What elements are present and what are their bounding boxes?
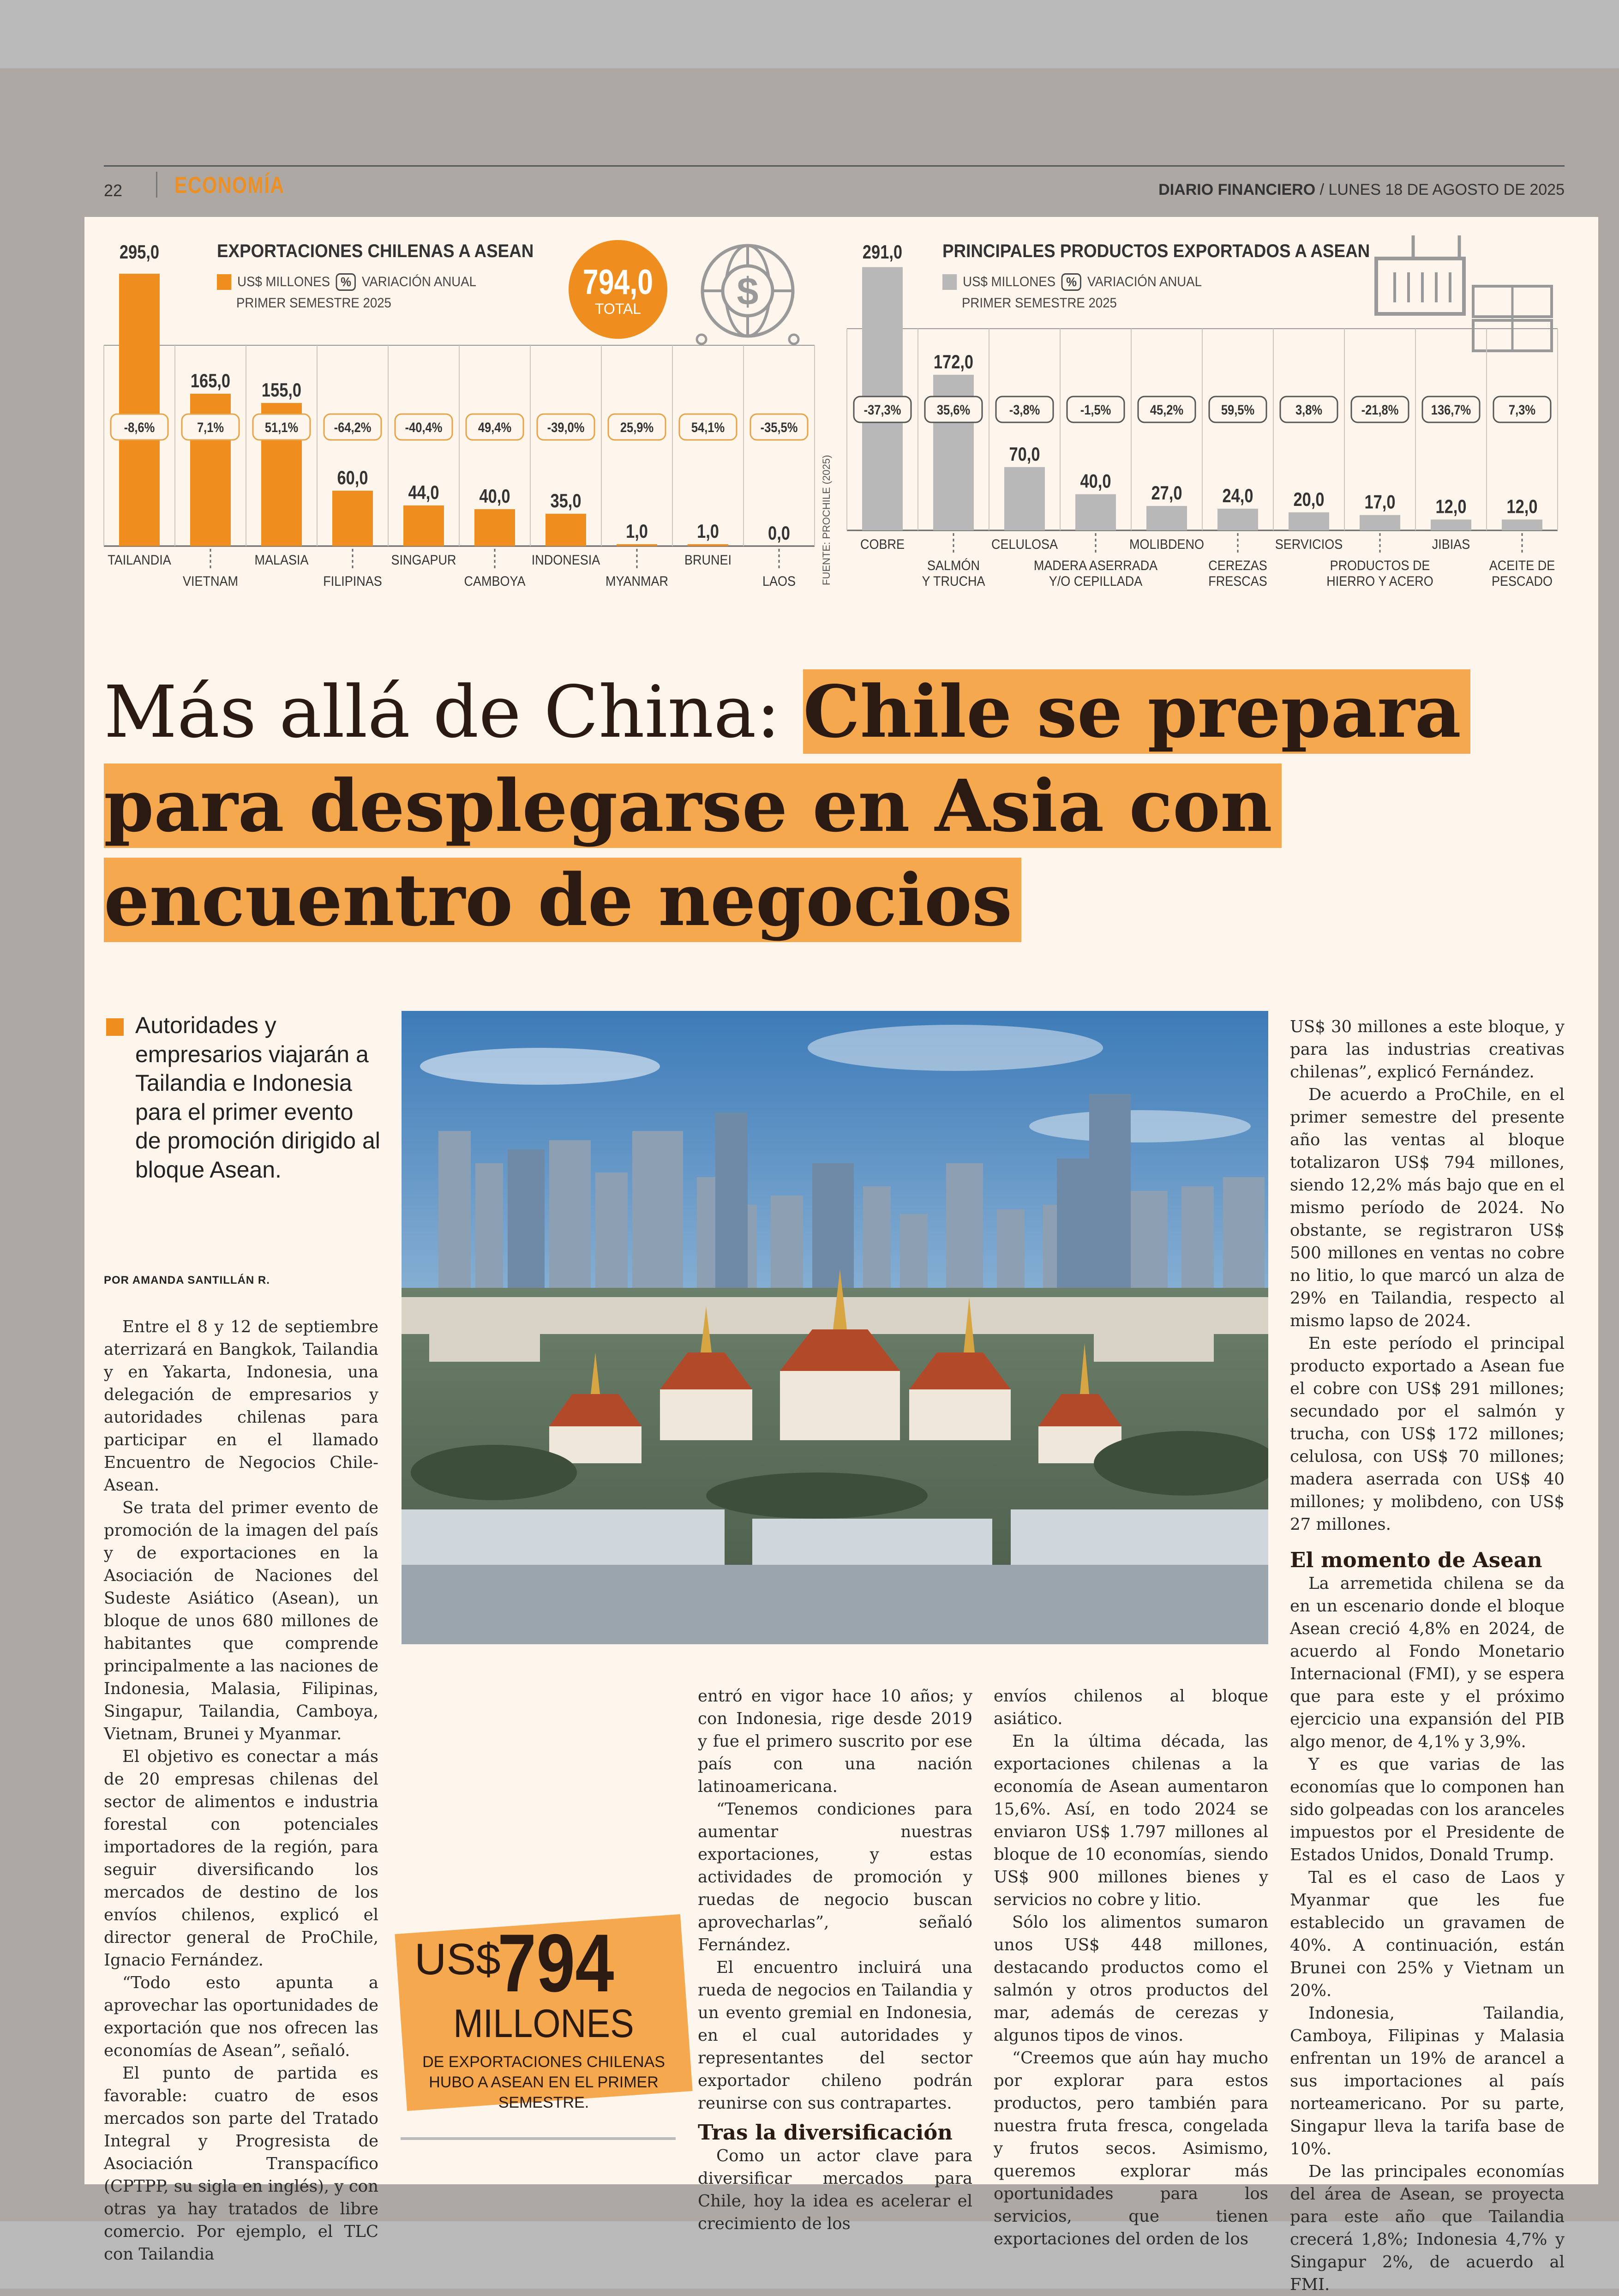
chart2-legend-usd: US$ MILLONES <box>963 274 1056 289</box>
value-label: 40,0 <box>479 485 510 507</box>
variation-label: -35,5% <box>760 420 798 435</box>
svg-text:$: $ <box>737 270 759 313</box>
bar <box>688 544 728 546</box>
col4-paragraph: Tal es el caso de Laos y Myanmar que les fue establecido un gravamen de 40%. A continuación, están Brunei con 25% y Vietnam un 20%. <box>1290 1868 1565 2000</box>
lead-bullet <box>106 1018 124 1036</box>
variation-label: 3,8% <box>1295 402 1323 418</box>
variation-label: 59,5% <box>1221 402 1255 418</box>
publication-date: / LUNES 18 DE AGOSTO DE 2025 <box>1319 181 1565 198</box>
category-label: COBRE <box>860 536 905 553</box>
publication-name: DIARIO FINANCIERO <box>1158 181 1316 198</box>
value-label: 12,0 <box>1435 496 1467 518</box>
value-label: 0,0 <box>768 522 790 544</box>
bar <box>1217 509 1258 530</box>
variation-label: 49,4% <box>478 420 512 435</box>
value-label: 20,0 <box>1293 488 1325 511</box>
value-label: 165,0 <box>190 370 231 392</box>
chart2-period: PRIMER SEMESTRE 2025 <box>962 295 1117 311</box>
publication-line <box>1158 181 1565 199</box>
col2-subhead: Tras la diversificación <box>698 2120 953 2145</box>
bar <box>1360 515 1400 530</box>
chart1-legend-usd: US$ MILLONES <box>237 274 330 289</box>
top-margin <box>0 0 1619 68</box>
value-label: 291,0 <box>862 241 903 263</box>
col4-paragraph: De las principales economías del área de Asean, se proyecta para este año que Tailandia crecerá 1,8%; Indonesia 4,7% y Singapur 2%, de acuerdo al FMI. <box>1290 2162 1565 2294</box>
value-label: 17,0 <box>1364 491 1396 513</box>
variation-label: -1,5% <box>1080 402 1111 418</box>
chart1-title: EXPORTACIONES CHILENAS A ASEAN <box>217 241 534 261</box>
total-label: TOTAL <box>594 301 642 317</box>
category-label: CELULOSA <box>991 536 1058 553</box>
callout-currency: US$ <box>414 1935 501 1984</box>
category-label: SINGAPUR <box>391 552 456 568</box>
column-1 <box>104 1316 378 2266</box>
chart1-legend-pct-box: % <box>336 273 356 291</box>
category-label: SALMÓN <box>927 558 980 574</box>
category-label: BRUNEI <box>684 552 732 568</box>
variation-label: 45,2% <box>1150 402 1184 418</box>
value-label: 155,0 <box>261 379 302 401</box>
col4-subhead: El momento de Asean <box>1290 1548 1542 1572</box>
col4-paragraph: Y es que varias de las economías que lo componen han sido golpeadas con los aranceles impuestos por el Presidente de Estados Unidos, Donald Trump. <box>1290 1755 1565 1864</box>
value-label: 24,0 <box>1222 485 1253 507</box>
chart2-legend-pct: VARIACIÓN ANUAL <box>1087 274 1202 289</box>
variation-label: 54,1% <box>691 420 725 435</box>
bar <box>332 491 373 546</box>
value-label: 70,0 <box>1009 443 1040 465</box>
category-label: MYANMAR <box>606 573 668 589</box>
category-label: TAILANDIA <box>108 552 171 568</box>
value-label: 35,0 <box>550 490 582 512</box>
category-label: CEREZAS <box>1208 558 1267 574</box>
value-label: 40,0 <box>1080 470 1111 493</box>
variation-label: -64,2% <box>334 420 372 435</box>
bar <box>546 514 586 546</box>
total-value: 794,0 <box>582 263 654 302</box>
variation-label: 51,1% <box>264 420 299 435</box>
category-label: SERVICIOS <box>1275 536 1343 553</box>
value-label: 1,0 <box>697 520 719 542</box>
col4-paragraph: En este período el principal producto exportado a Asean fue el cobre con US$ 291 millones; secundado por el salmón y trucha, con US$ 172 millones; celulosa, con US$ 70 millones; madera aserrada con US$ 40 millones; y molibdeno, con US$ 27 millones. <box>1290 1334 1565 1534</box>
bangkok-skyline-photo <box>402 1011 1268 1644</box>
category-label: FILIPINAS <box>323 573 382 589</box>
bar <box>1502 519 1542 530</box>
section-label: ECONOMÍA <box>174 172 285 198</box>
col2-paragraph: “Tenemos condiciones para aumentar nuestras exportaciones, y estas actividades de promoción y ruedas de negocio buscan aprovecharlas”, señaló Fernández. <box>698 1800 972 1954</box>
headline <box>104 665 1535 947</box>
value-label: 1,0 <box>626 520 648 542</box>
variation-label: -37,3% <box>863 402 901 418</box>
variation-label: -39,0% <box>547 420 585 435</box>
chart2-productos <box>847 240 1567 595</box>
col3-paragraph: “Creemos que aún hay mucho por explorar para estos productos, pero también para nuestra fruta fresca, congelada y frutos secos. Asimismo, queremos explorar más oportunidades para los servicios, que tienen exportaciones del orden de los <box>994 2049 1268 2248</box>
category-label: ACEITE DE <box>1489 558 1555 574</box>
callout-description: DE EXPORTACIONES CHILENAS HUBO A ASEAN EN EL PRIMER SEMESTRE. <box>422 2053 665 2112</box>
bar <box>1075 494 1116 530</box>
bar <box>1004 467 1045 530</box>
page-number: 22 <box>104 181 123 200</box>
value-label: 295,0 <box>119 241 160 263</box>
col3-paragraph: Sólo los alimentos sumaron unos US$ 448 millones, destacando productos como el salmón y otros productos del mar, además de cerezas y algunos tipos de vinos. <box>994 1913 1268 2045</box>
category-label: Y/O CEPILLADA <box>1049 573 1143 589</box>
chart2-title: PRINCIPALES PRODUCTOS EXPORTADOS A ASEAN <box>942 241 1370 261</box>
byline: POR AMANDA SANTILLÁN R. <box>104 1274 270 1286</box>
bar <box>1146 506 1187 530</box>
col3-paragraph: envíos chilenos al bloque asiático. <box>994 1687 1268 1728</box>
col2-paragraph: entró en vigor hace 10 años; y con Indonesia, rige desde 2019 y fue el primero suscrito por ese país con una nación latinoamericana. <box>698 1687 972 1796</box>
value-label: 27,0 <box>1151 482 1182 504</box>
headline-lead-in: Más allá de China: <box>104 670 780 754</box>
variation-label: 25,9% <box>620 420 654 435</box>
value-label: 172,0 <box>933 351 974 373</box>
bar <box>1431 519 1471 530</box>
callout-unit: MILLONES <box>453 2001 634 2046</box>
category-label: HIERRO Y ACERO <box>1326 573 1433 589</box>
bar <box>1289 512 1329 530</box>
col2-paragraph: El encuentro incluirá una rueda de negocios en Tailandia y un evento gremial en Indonesia, en el cual autoridades y representantes del sector exportador chileno podrán reunirse con sus contrapartes. <box>698 1958 972 2113</box>
col3-paragraph: En la última década, las exportaciones chilenas a la economía de Asean aumentaron 15,6%. Así, en todo 2024 se enviaron US$ 1.797 millones al bloque de 10 economías, siendo US$ 900 millones bienes y servicios no cobre y litio. <box>994 1732 1268 1909</box>
variation-label: 35,6% <box>936 402 971 418</box>
category-label: VIETNAM <box>183 573 238 589</box>
callout-rule <box>401 2137 676 2140</box>
bar <box>119 274 160 546</box>
value-label: 60,0 <box>337 467 368 489</box>
variation-label: -21,8% <box>1361 402 1399 418</box>
category-label: MALASIA <box>254 552 309 568</box>
variation-label: -8,6% <box>124 420 155 435</box>
category-label: MADERA ASERRADA <box>1033 558 1158 574</box>
category-label: CAMBOYA <box>464 573 526 589</box>
category-label: JIBIAS <box>1432 536 1470 553</box>
category-label: Y TRUCHA <box>922 573 985 589</box>
chart2-legend-pct-box: % <box>1061 273 1081 291</box>
source-note: FUENTE: PROCHILE (2025) <box>821 455 832 585</box>
chart1-period: PRIMER SEMESTRE 2025 <box>236 295 391 311</box>
bar <box>474 509 515 546</box>
col1-paragraph: “Todo esto apunta a aprovechar las oportunidades de exportación que nos ofrecen las economías de Asean”, señaló. <box>104 1973 378 2060</box>
col4-paragraph: De acuerdo a ProChile, en el primer semestre del presente año las ventas al bloque totalizaron US$ 794 millones, siendo 12,2% más bajo que en el mismo período de 2024. No obstante, se registraron US$ 500 millones en ventas no cobre no litio, lo que marcó un alza de 29% en Tailandia, respecto al mismo lapso de 2024. <box>1290 1085 1565 1330</box>
col1-paragraph: Se trata del primer evento de promoción de la imagen del país y de exportaciones en la Asociación de Naciones del Sudeste Asiático (Asean), un bloque de unos 680 millones de habitantes que comprende principalmente a las naciones de Indonesia, Malasia, Filipinas, Singapur, Tailandia, Camboya, Vietnam, Brunei y Myanmar. <box>104 1498 378 1743</box>
col2-paragraph: Como un actor clave para diversificar mercados para Chile, hoy la idea es acelerar el crecimiento de los <box>698 2146 972 2233</box>
callout-amount: 794 <box>498 1917 614 2009</box>
chart1-legend-pct: VARIACIÓN ANUAL <box>362 274 476 289</box>
category-label: PRODUCTOS DE <box>1330 558 1430 574</box>
col1-paragraph: El punto de partida es favorable: cuatro de esos mercados son parte del Tratado Integral y Progresista de Asociación Transpacífico (CPTPP, su sigla en inglés), y con otras ya hay tratados de libre comercio. Por ejemplo, el TLC con Tailandia <box>104 2064 378 2264</box>
col1-paragraph: El objetivo es conectar a más de 20 empresas chilenas del sector de alimentos e industria forestal con potenciales importadores de la región, para seguir diversificando los mercados de destino de los envíos chilenos, explicó el director general de ProChile, Ignacio Fernández. <box>104 1747 378 1970</box>
header-separator <box>156 172 157 198</box>
col4-paragraph: Indonesia, Tailandia, Camboya, Filipinas y Malasia enfrentan un 19% de arancel a sus importaciones al país norteamericano. Por su parte, Singapur lleva la tarifa base de 10%. <box>1290 2004 1565 2158</box>
bar <box>617 544 657 546</box>
column-3 <box>994 1685 1268 2250</box>
category-label: PESCADO <box>1492 573 1553 589</box>
variation-label: 7,1% <box>197 420 224 435</box>
category-label: INDONESIA <box>531 552 600 568</box>
category-label: LAOS <box>762 573 796 589</box>
col1-paragraph: Entre el 8 y 12 de septiembre aterrizará en Bangkok, Tailandia y en Yakarta, Indonesia, una delegación de empresarios y autoridades chilenas para participar en el llamado Encuentro de Negocios Chile-Asean. <box>104 1317 378 1495</box>
variation-label: -3,8% <box>1009 402 1040 418</box>
value-label: 12,0 <box>1506 496 1538 518</box>
variation-label: 136,7% <box>1431 402 1471 418</box>
variation-label: -40,4% <box>405 420 443 435</box>
headline-main: Chile se prepara para desplegarse en Asia con encuentro de negocios <box>104 669 1470 942</box>
value-label: 44,0 <box>408 481 439 504</box>
column-4 <box>1290 1016 1565 2296</box>
chart1-exportaciones <box>104 240 828 595</box>
lead-summary: Autoridades y empresarios viajarán a Tailandia e Indonesia para el primer evento de promoción dirigido al bloque Asean. <box>135 1012 380 1183</box>
column-2 <box>698 1685 972 2235</box>
col4-paragraph: US$ 30 millones a este bloque, y para las industrias creativas chilenas”, explicó Fernández. <box>1290 1017 1565 1082</box>
bar <box>403 505 444 546</box>
photo-illustration <box>402 1011 1268 1644</box>
col4-paragraph: La arremetida chilena se da en un escenario donde el bloque Asean creció 4,8% en 2024, de acuerdo al Fondo Monetario Internacional (FMI), y se espera que para este y el próximo ejercicio una expansión del PIB algo menor, de 4,1% y 3,9%. <box>1290 1574 1565 1751</box>
category-label: FRESCAS <box>1208 573 1267 589</box>
category-label: MOLIBDENO <box>1129 536 1204 553</box>
header-rule <box>104 165 1565 167</box>
variation-label: 7,3% <box>1508 402 1536 418</box>
